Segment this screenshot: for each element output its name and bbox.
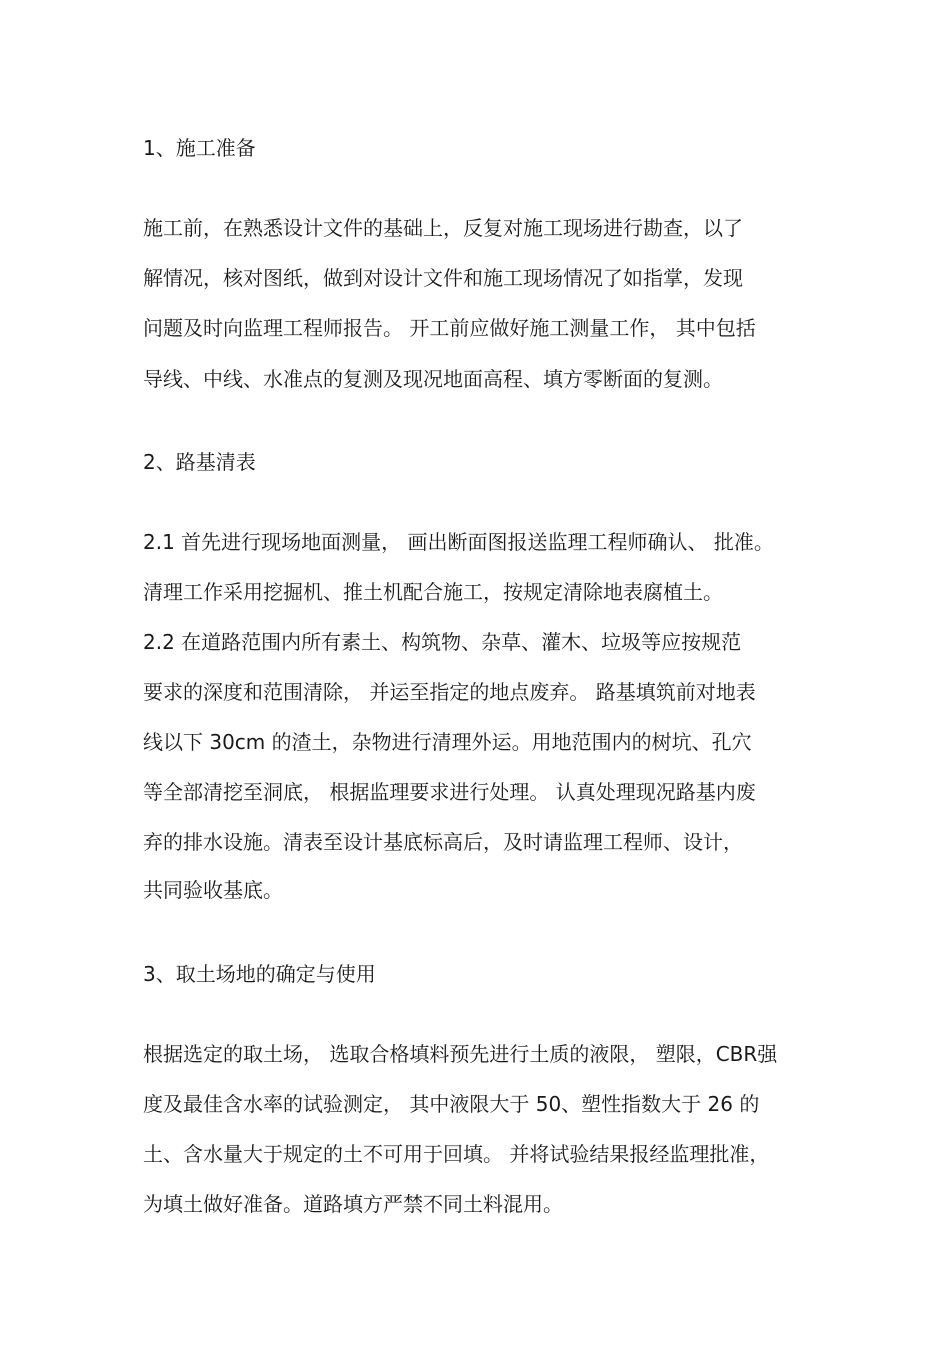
section-1-line-2: 解情况，核对图纸，做到对设计文件和施工现场情况了如指掌，发现 <box>143 266 743 290</box>
section-1-line-4: 导线、中线、水准点的复测及现况地面高程、填方零断面的复测。 <box>143 367 723 391</box>
section-3-line-3: 土、含水量大于规定的土不可用于回填。 并将试验结果报经监理批准， <box>143 1142 770 1166</box>
section-1-line-1: 施工前，在熟悉设计文件的基础上，反复对施工现场进行勘查，以了 <box>143 216 743 240</box>
section-2-line-5: 线以下 30cm 的渣土，杂物进行清理外运。用地范围内的树坑、孔穴 <box>143 730 752 754</box>
section-2-line-4: 要求的深度和范围清除， 并运至指定的地点废弃。 路基填筑前对地表 <box>143 680 756 704</box>
section-2-line-3: 2.2 在道路范围内所有素土、构筑物、杂草、灌木、垃圾等应按规范 <box>143 630 742 654</box>
section-2-line-7: 弃的排水设施。清表至设计基底标高后，及时请监理工程师、设计， <box>143 830 743 854</box>
section-3-heading: 3、取土场地的确定与使用 <box>143 962 376 986</box>
section-1-line-3: 问题及时向监理工程师报告。 开工前应做好施工测量工作， 其中包括 <box>143 316 756 340</box>
section-2-line-8: 共同验收基底。 <box>143 878 283 902</box>
section-3-line-1: 根据选定的取土场， 选取合格填料预先进行土质的液限， 塑限，CBR强 <box>143 1042 778 1066</box>
section-2-line-6: 等全部清挖至洞底， 根据监理要求进行处理。 认真处理现况路基内废 <box>143 780 756 804</box>
section-2-line-1: 2.1 首先进行现场地面测量， 画出断面图报送监理工程师确认、 批准。 <box>143 530 774 554</box>
section-3-line-2: 度及最佳含水率的试验测定， 其中液限大于 50、塑性指数大于 26 的 <box>143 1092 760 1116</box>
section-1-heading: 1、施工准备 <box>143 136 256 160</box>
section-2-heading: 2、路基清表 <box>143 450 256 474</box>
section-2-line-2: 清理工作采用挖掘机、推土机配合施工，按规定清除地表腐植土。 <box>143 580 723 604</box>
section-3-line-4: 为填土做好准备。道路填方严禁不同土料混用。 <box>143 1192 563 1216</box>
